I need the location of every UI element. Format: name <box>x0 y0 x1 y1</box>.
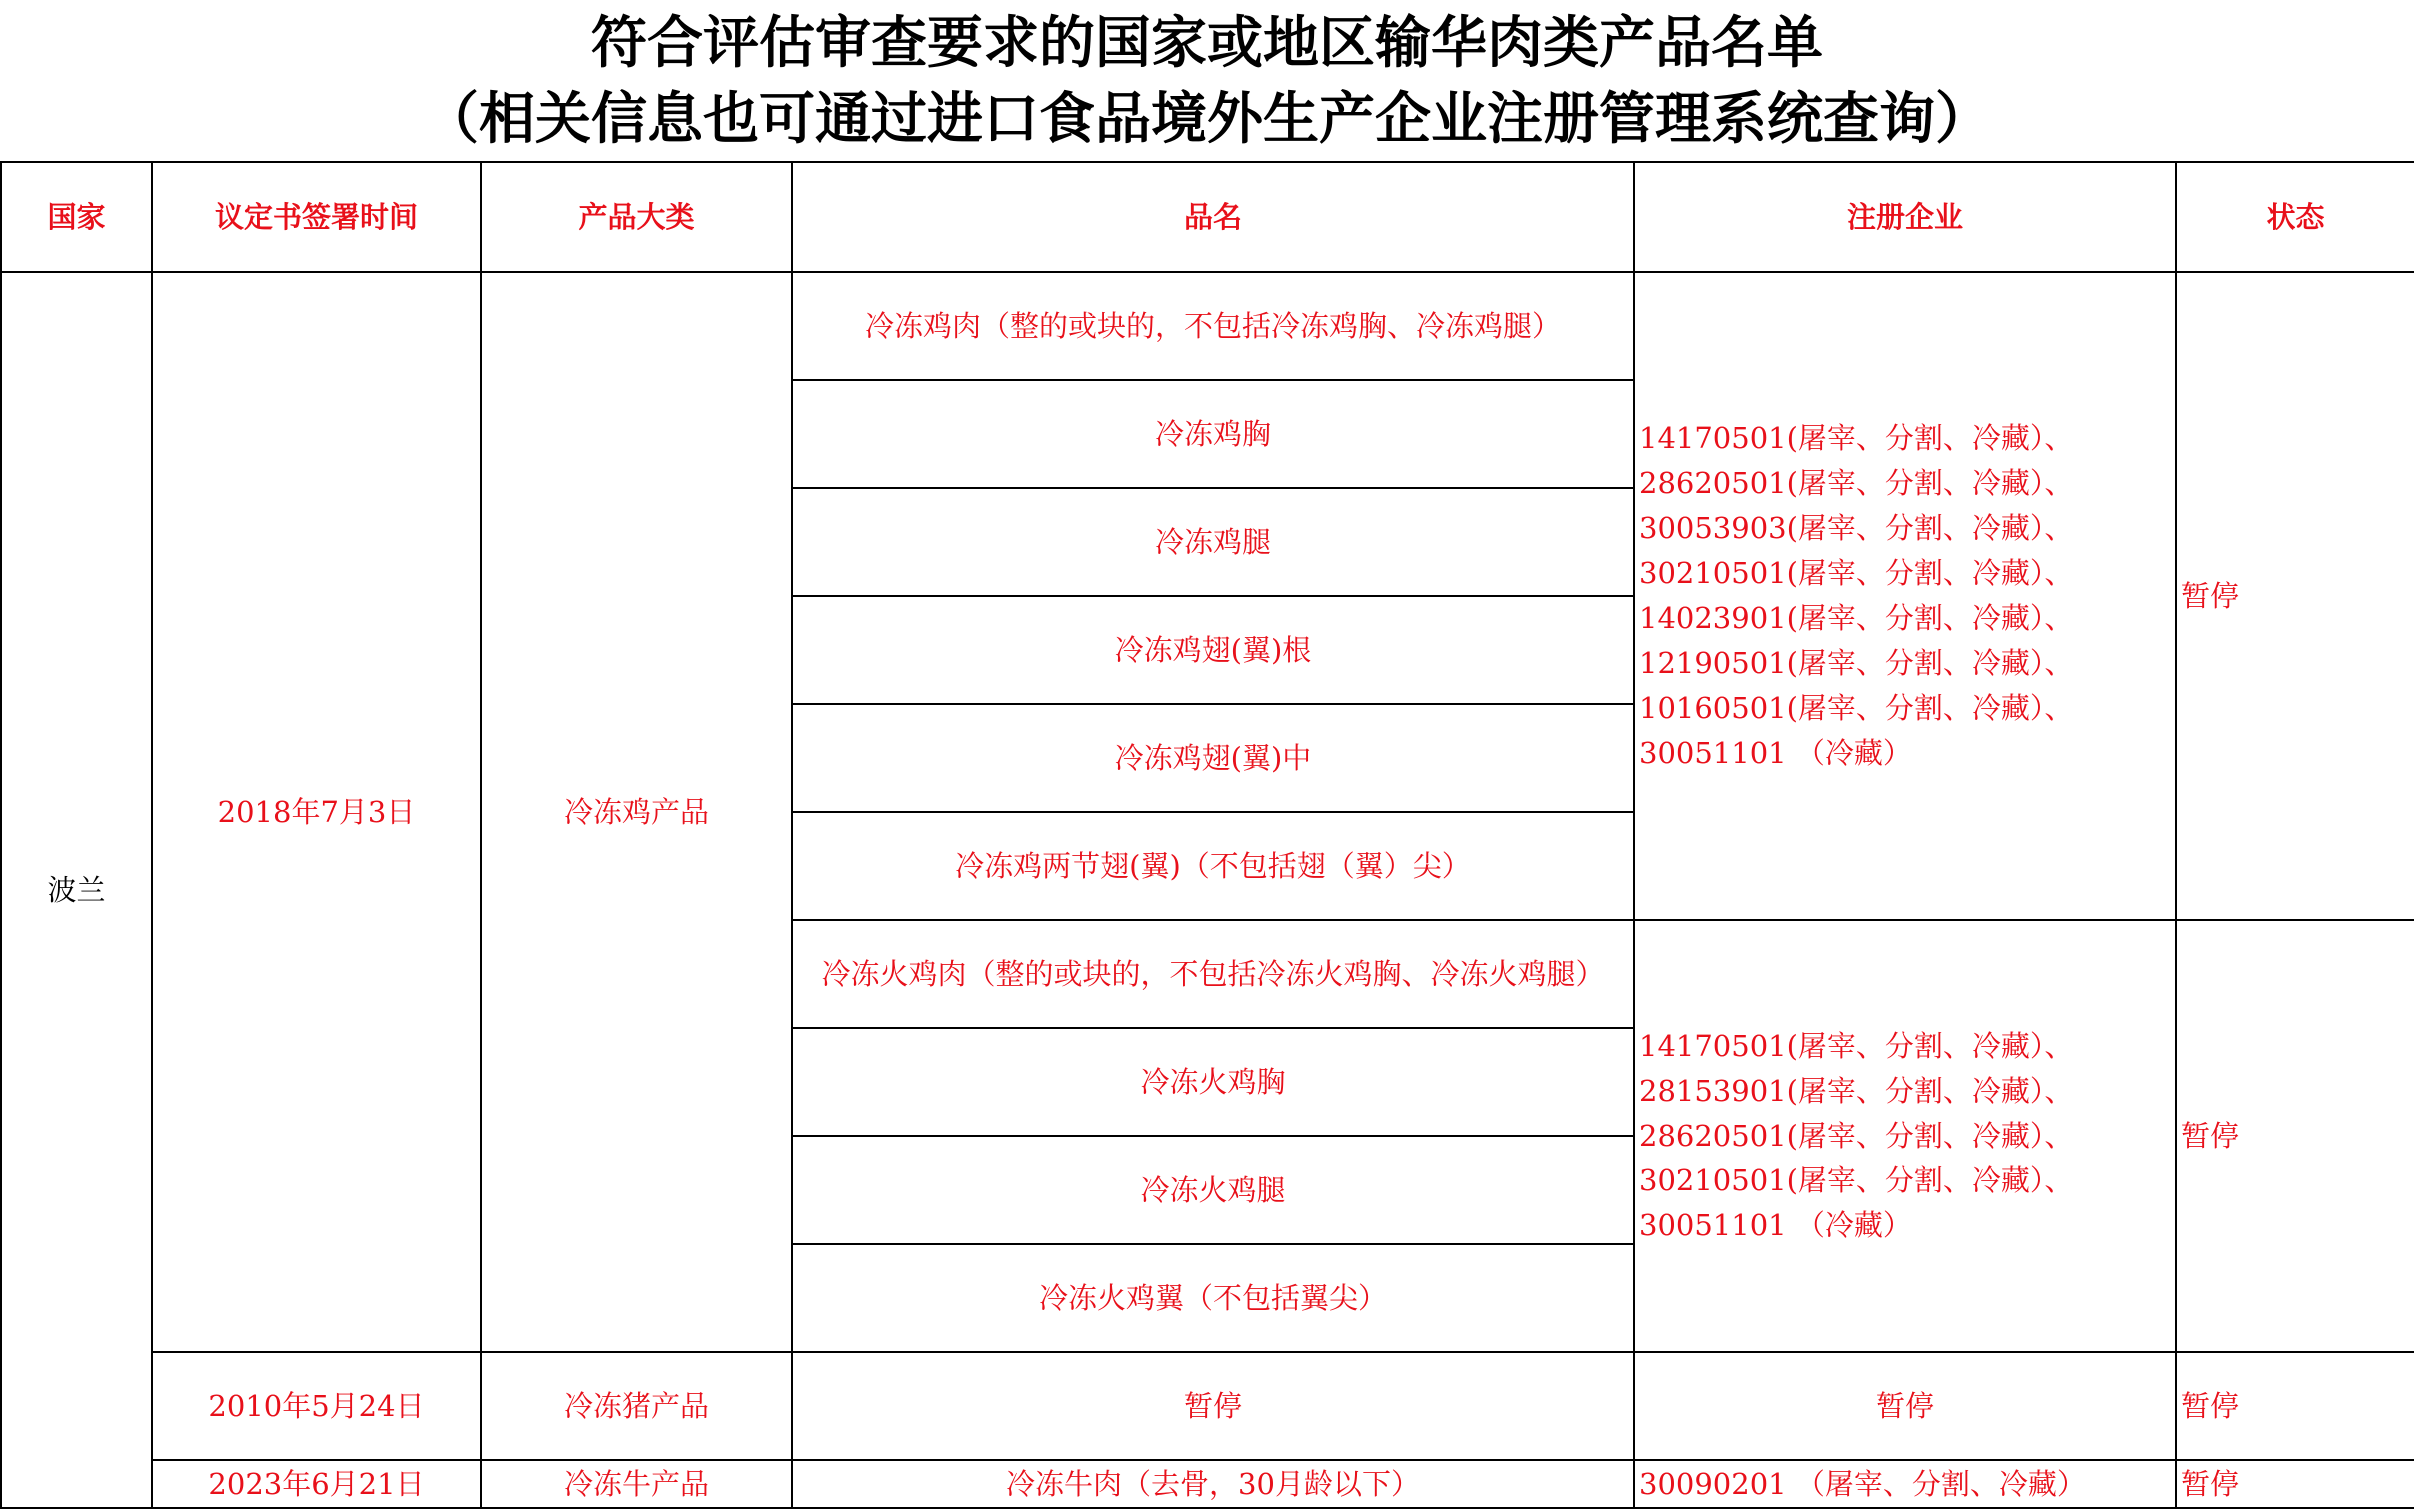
product-cell: 冷冻火鸡胸 <box>792 1028 1634 1136</box>
product-cell: 冷冻火鸡翼（不包括翼尖） <box>792 1244 1634 1352</box>
date-cell: 2023年6月21日 <box>152 1460 481 1508</box>
enterprise-line: 12190501(屠宰、分割、冷藏）、 <box>1639 645 2074 680</box>
table-row <box>1 272 2414 380</box>
enterprise-line: 14023901(屠宰、分割、冷藏）、 <box>1639 601 2074 635</box>
product-cell: 暂停 <box>792 1352 1634 1460</box>
status-cell: 暂停 <box>2176 1352 2414 1460</box>
enterprise-cell: 30090201 （屠宰、分割、冷藏） <box>1634 1460 2176 1508</box>
product-cell: 冷冻鸡两节翅(翼)（不包括翅（翼）尖） <box>792 812 1634 920</box>
product-cell: 冷冻鸡肉（整的或块的，不包括冷冻鸡胸、冷冻鸡腿） <box>792 272 1634 380</box>
header-country: 国家 <box>1 162 152 272</box>
product-cell: 冷冻鸡翅(翼)根 <box>792 596 1634 704</box>
country-cell: 波兰 <box>1 272 152 1508</box>
enterprise-cell <box>1634 920 2176 1352</box>
enterprise-line: 30051101 （冷藏） <box>1639 735 1912 770</box>
enterprise-line: 28153901(屠宰、分割、冷藏）、 <box>1639 1073 2074 1108</box>
product-cell: 冷冻火鸡腿 <box>792 1136 1634 1244</box>
enterprise-cell: 暂停 <box>1634 1352 2176 1460</box>
table-row <box>1 1352 2414 1460</box>
header-product: 品名 <box>792 162 1634 272</box>
product-cell: 冷冻鸡翅(翼)中 <box>792 704 1634 812</box>
category-cell: 冷冻牛产品 <box>481 1460 792 1508</box>
header-enterprise: 注册企业 <box>1634 162 2176 272</box>
enterprise-line: 30053903(屠宰、分割、冷藏）、 <box>1639 511 2074 546</box>
enterprise-line: 28620501(屠宰、分割、冷藏）、 <box>1639 466 2074 501</box>
header-category: 产品大类 <box>481 162 792 272</box>
category-cell: 冷冻猪产品 <box>481 1352 792 1460</box>
document-title: 符合评估审查要求的国家或地区输华肉类产品名单 <box>591 11 1823 76</box>
status-cell: 暂停 <box>2176 920 2414 1352</box>
product-cell: 冷冻火鸡肉（整的或块的，不包括冷冻火鸡胸、冷冻火鸡腿） <box>792 920 1634 1028</box>
header-status: 状态 <box>2176 162 2414 272</box>
date-cell: 2010年5月24日 <box>152 1352 481 1460</box>
enterprise-line: 10160501(屠宰、分割、冷藏）、 <box>1639 690 2074 725</box>
product-cell: 冷冻鸡胸 <box>792 380 1634 488</box>
header-date: 议定书签署时间 <box>152 162 481 272</box>
status-cell: 暂停 <box>2176 272 2414 920</box>
product-cell: 冷冻鸡腿 <box>792 488 1634 596</box>
date-cell: 2018年7月3日 <box>152 272 481 1352</box>
enterprise-line: 14170501(屠宰、分割、冷藏）、 <box>1639 421 2074 456</box>
enterprise-line: 28620501(屠宰、分割、冷藏）、 <box>1639 1118 2074 1153</box>
category-cell: 冷冻鸡产品 <box>481 272 792 1352</box>
product-cell: 冷冻牛肉（去骨，30月龄以下） <box>792 1460 1634 1508</box>
document-subtitle: （相关信息也可通过进口食品境外生产企业注册管理系统查询） <box>423 87 1991 152</box>
meat-products-table <box>0 161 2414 1509</box>
status-cell: 暂停 <box>2176 1460 2414 1508</box>
enterprise-line: 14170501(屠宰、分割、冷藏）、 <box>1639 1028 2074 1063</box>
table-row <box>1 1460 2414 1508</box>
enterprise-cell <box>1634 272 2176 920</box>
table-header-row <box>1 162 2414 272</box>
enterprise-line: 30210501(屠宰、分割、冷藏）、 <box>1639 556 2074 591</box>
enterprise-line: 30210501(屠宰、分割、冷藏）、 <box>1639 1163 2074 1198</box>
enterprise-line: 30051101 （冷藏） <box>1639 1208 1912 1243</box>
